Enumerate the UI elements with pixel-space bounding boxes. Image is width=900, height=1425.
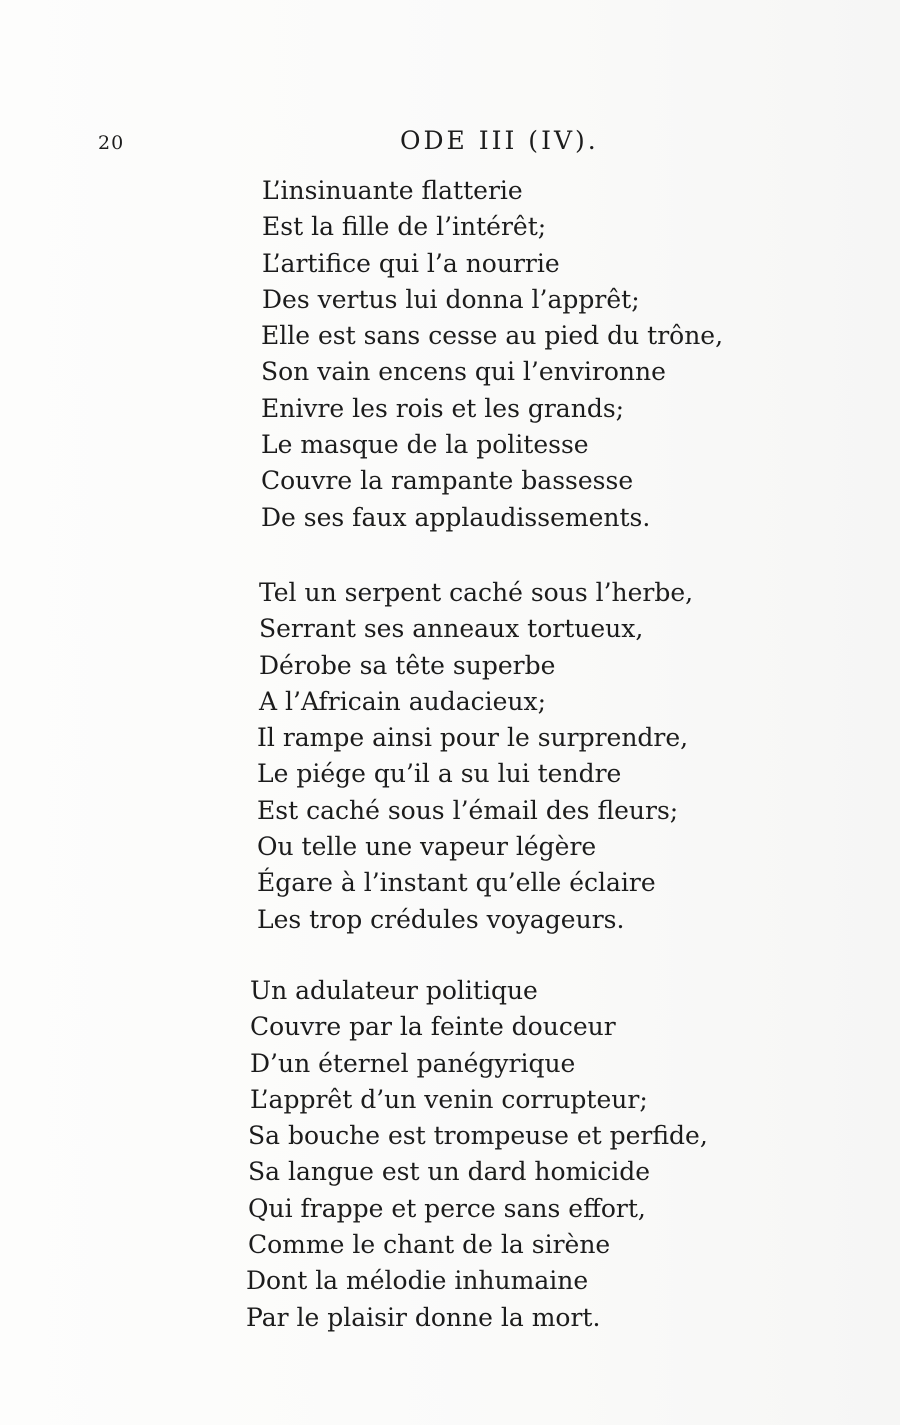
verse-line: Dont la mélodie inhumaine [246,1266,589,1296]
verse-line: Dérobe sa tête superbe [259,650,556,680]
verse-line: Couvre la rampante bassesse [261,466,634,496]
verse-line: Sa bouche est trompeuse et perfide, [248,1121,708,1151]
verse-line: A l’Africain audacieux; [259,686,547,716]
verse-line: Un adulateur politique [250,976,538,1005]
verse-line: D’un éternel panégyrique [250,1048,576,1078]
verse-line: Serrant ses anneaux tortueux, [259,614,644,644]
verse-line: Est caché sous l’émail des fleurs; [257,795,679,825]
page-number: 20 [98,132,125,154]
stanza-1 [262,173,723,536]
verse-line: Par le plaisir donne la mort. [246,1302,601,1332]
verse-line: Il rampe ainsi pour le surprendre, [257,723,689,753]
verse-line: Son vain encens qui l’environne [261,357,666,387]
verse-line: Elle est sans cesse au pied du trône, [261,321,724,351]
verse-line: L’artifice qui l’a nourrie [262,248,560,278]
verse-line: Couvre par la feinte douceur [250,1012,616,1042]
verse-line: Tel un serpent caché sous l’herbe, [259,578,694,607]
verse-line: Égare à l’instant qu’elle éclaire [257,868,656,898]
verse-line: De ses faux applaudissements. [261,502,651,532]
verse-line: Enivre les rois et les grands; [261,393,625,423]
verse-line: Les trop crédules voyageurs. [257,904,625,934]
stanza-2 [259,575,693,938]
verse-line: Des vertus lui donna l’apprêt; [262,284,640,314]
verse-line: L’insinuante flatterie [262,176,523,205]
verse-line: Le masque de la politesse [261,430,589,460]
verse-line: Sa langue est un dard homicide [248,1157,651,1187]
verse-line: Qui frappe et perce sans effort, [248,1193,646,1223]
verse-line: Est la fille de l’intérêt; [262,212,547,242]
running-title: ODE III (IV). [400,126,599,155]
verse-line: Ou telle une vapeur légère [257,832,597,862]
stanza-3 [246,973,708,1336]
verse-line: Comme le chant de la sirène [248,1230,611,1260]
verse-line: Le piége qu’il a su lui tendre [257,759,622,789]
verse-line: L’apprêt d’un venin corrupteur; [250,1084,648,1114]
